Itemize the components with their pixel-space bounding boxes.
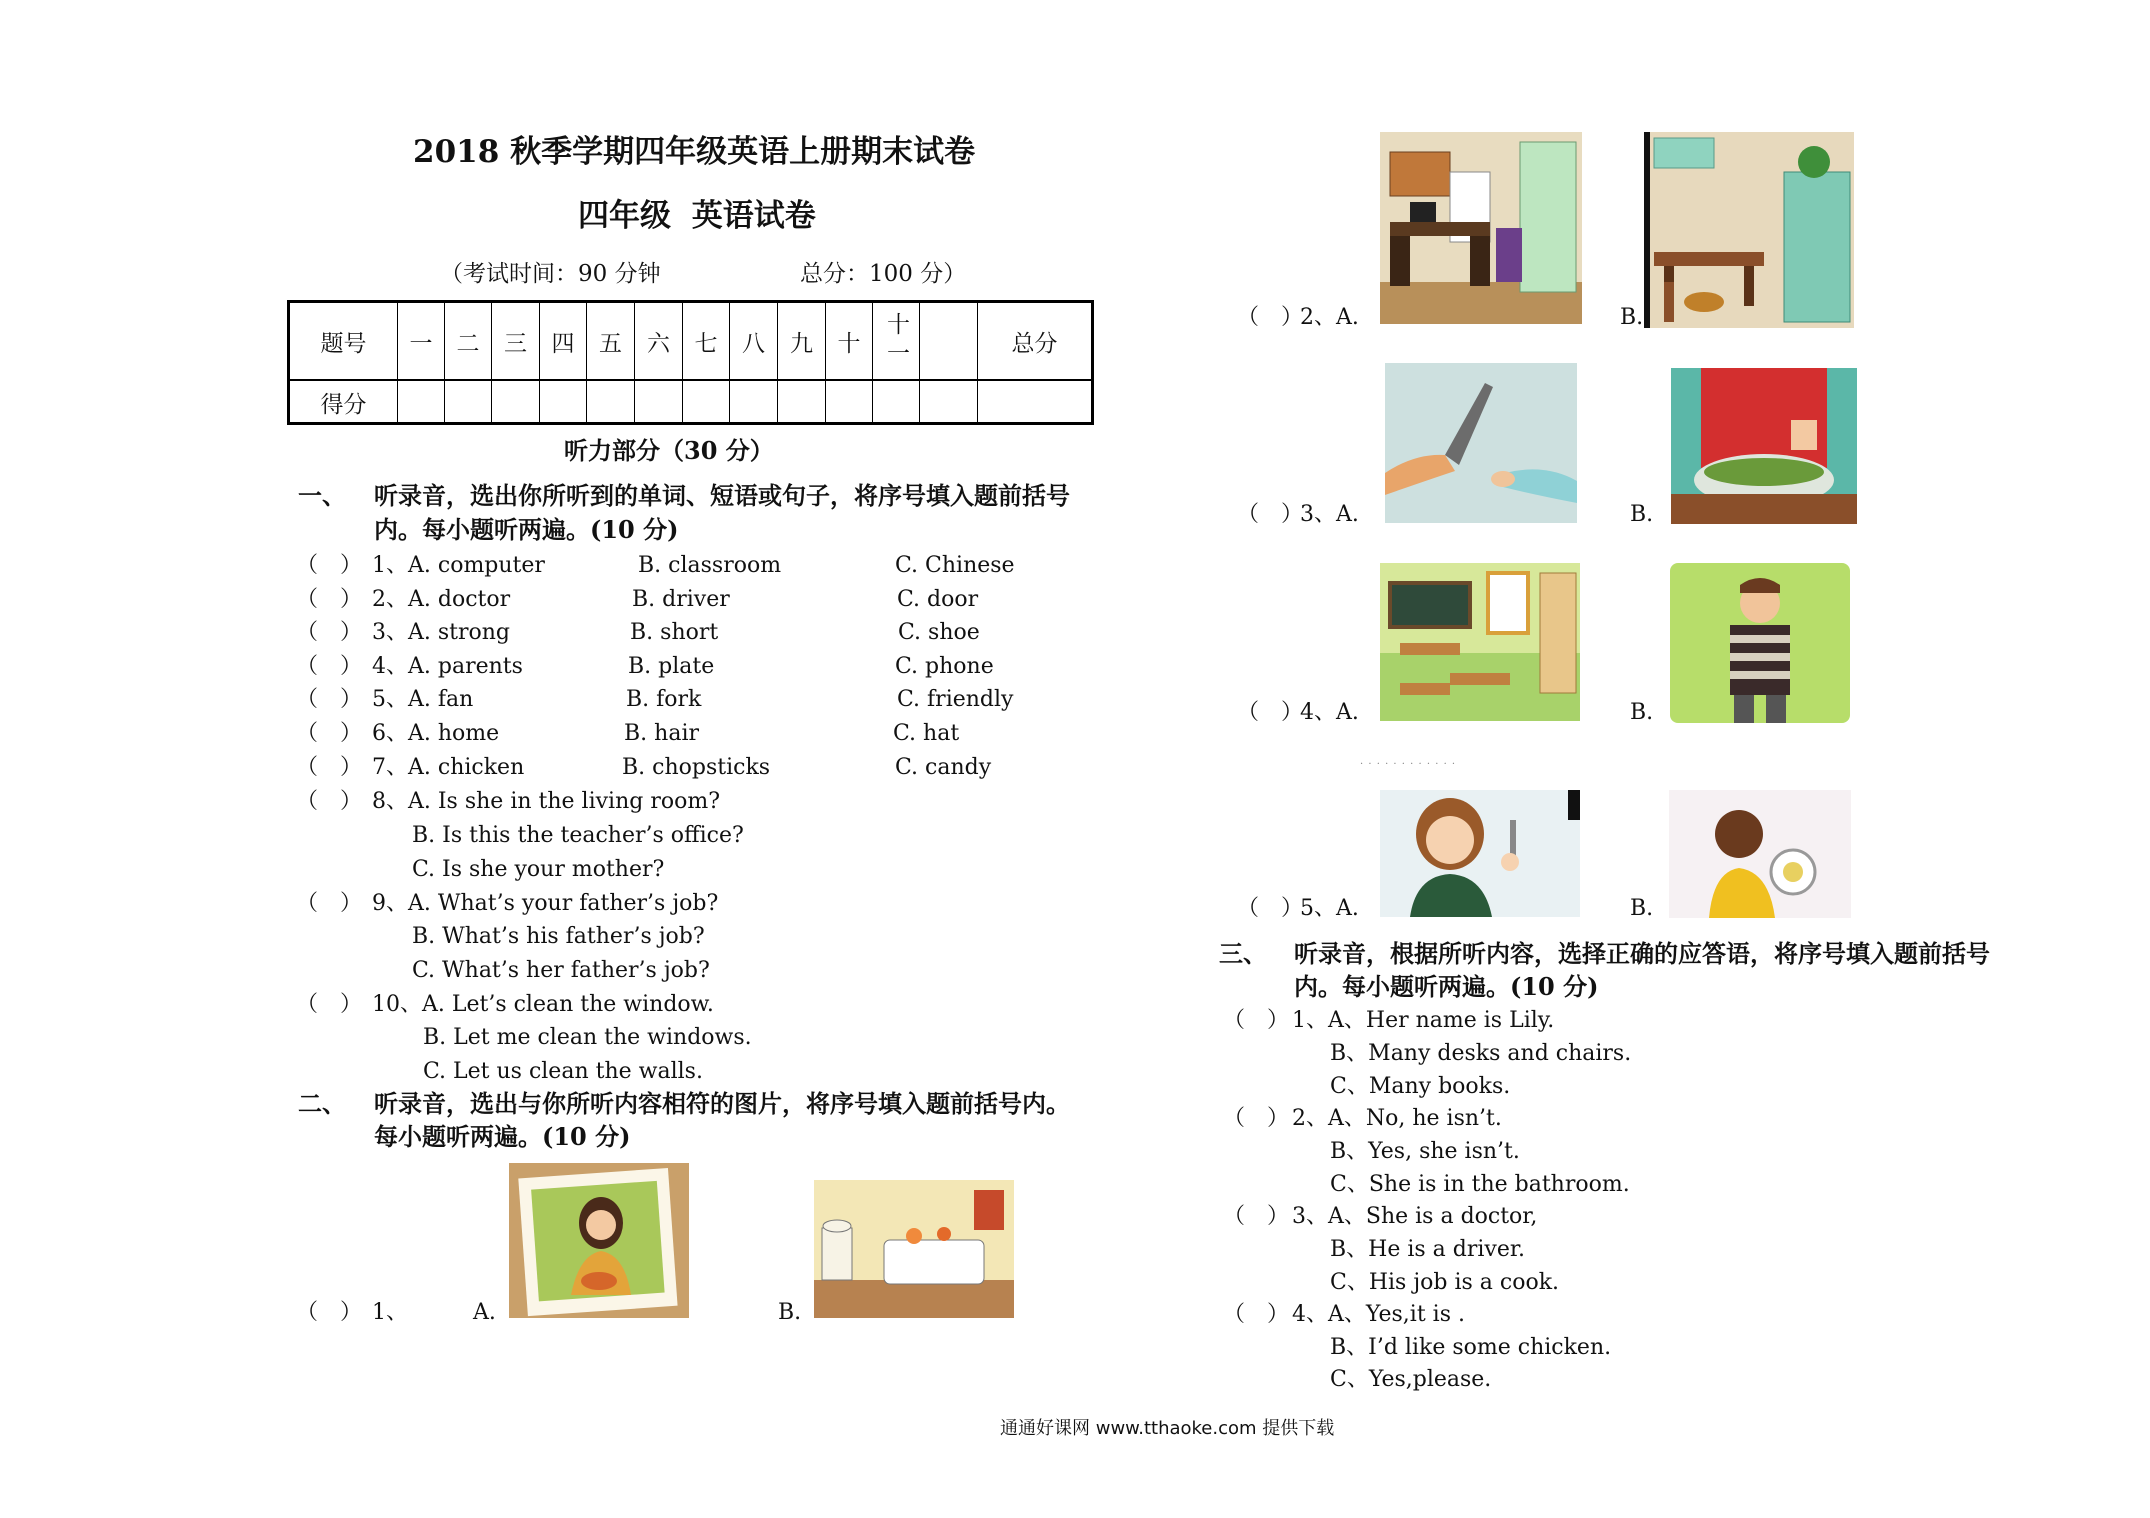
answer-bracket[interactable]: （ ） [1237, 502, 1304, 527]
boy-plate-illustration [1669, 790, 1851, 918]
answer-bracket[interactable]: （ ） [296, 654, 363, 679]
score-cell-6[interactable] [635, 379, 683, 425]
s3-q3-option-c: C、His job is a cook. [1330, 1270, 1560, 1295]
table-col-12 [920, 303, 978, 379]
s3-q1-option-c: C、Many books. [1330, 1074, 1511, 1099]
total-score: 总分：100 分） [800, 261, 967, 287]
picture-classroom[interactable] [1380, 563, 1580, 721]
exam-subtitle: 四年级 英语试卷 [578, 198, 816, 234]
q7-option-a: 7、A. chicken [372, 755, 525, 780]
score-cell-11[interactable] [873, 379, 920, 425]
q7-option-c: C. candy [895, 755, 992, 780]
s2-q2-label-b: B. [1620, 305, 1644, 330]
answer-bracket[interactable]: （ ） [1223, 1008, 1290, 1033]
section3-number: 三、 [1219, 939, 1267, 968]
q9-option-b: B. What’s his father’s job? [412, 924, 705, 949]
score-table [287, 300, 1094, 425]
answer-bracket[interactable]: （ ） [296, 992, 363, 1017]
s3-q2-option-c: C、She is in the bathroom. [1330, 1172, 1630, 1197]
q3-option-b: B. short [630, 620, 719, 645]
q6-option-a: 6、A. home [372, 721, 500, 746]
picture-boy-plate[interactable] [1669, 790, 1851, 918]
section1-number: 一、 [298, 481, 346, 510]
q7-option-b: B. chopsticks [622, 755, 771, 780]
footer-source: 通通好课网 www.tthaoke.com 提供下载 [1000, 1418, 1335, 1439]
table-col-10: 十 [826, 303, 873, 379]
section2-number: 二、 [298, 1089, 346, 1118]
q10-option-c: C. Let us clean the walls. [423, 1059, 703, 1084]
q3-option-a: 3、A. strong [372, 620, 511, 645]
s3-q1-option-a: 1、A、Her name is Lily. [1292, 1008, 1555, 1033]
section2-instruction-2: 每小题听两遍。(10 分) [374, 1122, 631, 1151]
answer-bracket[interactable]: （ ） [1223, 1106, 1290, 1131]
exam-title: 2018 秋季学期四年级英语上册期末试卷 [413, 134, 976, 170]
table-col-9: 九 [778, 303, 826, 379]
picture-woman-photo[interactable] [509, 1163, 689, 1318]
score-cell-4[interactable] [540, 379, 587, 425]
answer-bracket[interactable]: （ ） [1237, 305, 1304, 330]
answer-bracket[interactable]: （ ） [1223, 1302, 1290, 1327]
q1-option-a: 1、A. computer [372, 553, 545, 578]
s3-q4-option-c: C、Yes,please. [1330, 1367, 1492, 1392]
q2-option-b: B. driver [632, 587, 730, 612]
score-cell-12[interactable] [920, 379, 978, 425]
picture-girl-fork[interactable] [1380, 790, 1580, 917]
section1-instruction-1: 听录音，选出你所听到的单词、短语或句子，将序号填入题前括号 [374, 481, 1070, 510]
q9-option-a: 9、A. What’s your father’s job? [372, 891, 719, 916]
q10-option-a: 10、A. Let’s clean the window. [372, 992, 714, 1017]
s3-q3-option-a: 3、A、She is a doctor, [1292, 1204, 1538, 1229]
s3-q1-option-b: B、Many desks and chairs. [1330, 1041, 1632, 1066]
q2-option-c: C. door [897, 587, 979, 612]
study-room-illustration [1380, 132, 1582, 324]
picture-study-room[interactable] [1380, 132, 1582, 324]
salad-illustration [1671, 368, 1857, 524]
answer-bracket[interactable]: （ ） [296, 587, 363, 612]
table-col-6: 六 [635, 303, 683, 379]
s3-q3-option-b: B、He is a driver. [1330, 1237, 1525, 1262]
table-col-5: 五 [587, 303, 635, 379]
q8-option-c: C. Is she your mother? [412, 857, 665, 882]
q4-option-c: C. phone [895, 654, 994, 679]
picture-bathroom[interactable] [814, 1180, 1014, 1318]
q8-option-b: B. Is this the teacher’s office? [412, 823, 744, 848]
q5-option-b: B. fork [626, 687, 702, 712]
answer-bracket[interactable]: （ ） [296, 891, 363, 916]
classroom-illustration [1380, 563, 1580, 721]
q4-option-b: B. plate [628, 654, 715, 679]
score-cell-total[interactable] [978, 379, 1091, 425]
s2-q1-number: 1、 [372, 1300, 408, 1325]
section3-instruction-1: 听录音，根据所听内容，选择正确的应答语，将序号填入题前括号 [1294, 939, 1990, 968]
answer-bracket[interactable]: （ ） [296, 1300, 363, 1325]
table-col-2: 二 [445, 303, 492, 379]
answer-bracket[interactable]: （ ） [1237, 896, 1304, 921]
picture-boy-sweater[interactable] [1670, 563, 1850, 723]
table-row2-label: 得分 [290, 379, 398, 425]
s2-q1-label-b: B. [778, 1300, 802, 1325]
girl-fork-illustration [1380, 790, 1580, 917]
q4-option-a: 4、A. parents [372, 654, 523, 679]
dotted-separator: · · · · · · · · · · · · [1360, 759, 1457, 770]
table-col-total: 总分 [1011, 330, 1058, 357]
exam-time: （考试时间：90 分钟 [440, 261, 661, 287]
answer-bracket[interactable]: （ ） [296, 553, 363, 578]
q5-option-a: 5、A. fan [372, 687, 474, 712]
score-cell-9[interactable] [778, 379, 826, 425]
s2-q4-label-b: B. [1630, 700, 1654, 725]
section1-instruction-2: 内。每小题听两遍。(10 分) [374, 515, 679, 544]
table-col-11-text: 十一 [883, 312, 909, 370]
woman-photo-illustration [509, 1163, 689, 1318]
answer-bracket[interactable]: （ ） [296, 755, 363, 780]
s2-q3-label-b: B. [1630, 502, 1654, 527]
score-cell-7[interactable] [683, 379, 730, 425]
s2-q5-label-b: B. [1630, 896, 1654, 921]
table-col-4: 四 [540, 303, 587, 379]
score-cell-3[interactable] [492, 379, 540, 425]
table-col-7: 七 [683, 303, 730, 379]
answer-bracket[interactable]: （ ） [296, 789, 363, 814]
table-col-11 [873, 303, 920, 379]
knife-hands-illustration [1385, 363, 1577, 523]
listening-part-title: 听力部分（30 分） [564, 436, 774, 465]
q9-option-c: C. What’s her father’s job? [412, 958, 710, 983]
answer-bracket[interactable]: （ ） [296, 687, 363, 712]
table-row1-label: 题号 [290, 303, 398, 379]
answer-bracket[interactable]: （ ） [296, 721, 363, 746]
table-col-8: 八 [730, 303, 778, 379]
q2-option-a: 2、A. doctor [372, 587, 511, 612]
s2-q5-label-a: 5、A. [1300, 896, 1359, 921]
s2-q2-label-a: 2、A. [1300, 305, 1359, 330]
score-cell-1[interactable] [398, 379, 445, 425]
score-cell-10[interactable] [826, 379, 873, 425]
answer-bracket[interactable]: （ ） [1237, 700, 1304, 725]
q6-option-b: B. hair [624, 721, 699, 746]
score-cell-5[interactable] [587, 379, 635, 425]
q3-option-c: C. shoe [898, 620, 980, 645]
answer-bracket[interactable]: （ ） [1223, 1204, 1290, 1229]
table-col-3: 三 [492, 303, 540, 379]
answer-bracket[interactable]: （ ） [296, 620, 363, 645]
s3-q2-option-a: 2、A、No, he isn’t. [1292, 1106, 1502, 1131]
s2-q4-label-a: 4、A. [1300, 700, 1359, 725]
boy-sweater-illustration [1670, 563, 1850, 723]
s3-q4-option-a: 4、A、Yes,it is . [1292, 1302, 1465, 1327]
s3-q4-option-b: B、I’d like some chicken. [1330, 1335, 1612, 1360]
q10-option-b: B. Let me clean the windows. [423, 1025, 752, 1050]
picture-salad[interactable] [1671, 368, 1857, 524]
kitchen-illustration [1644, 132, 1854, 328]
picture-kitchen[interactable] [1644, 132, 1854, 328]
q8-option-a: 8、A. Is she in the living room? [372, 789, 720, 814]
section2-instruction-1: 听录音，选出与你所听内容相符的图片，将序号填入题前括号内。 [374, 1089, 1070, 1118]
q1-option-c: C. Chinese [895, 553, 1015, 578]
q5-option-c: C. friendly [897, 687, 1014, 712]
bathroom-illustration [814, 1180, 1014, 1318]
score-cell-2[interactable] [445, 379, 492, 425]
q1-option-b: B. classroom [638, 553, 782, 578]
s3-q2-option-b: B、Yes, she isn’t. [1330, 1139, 1520, 1164]
s2-q1-label-a: A. [473, 1300, 496, 1325]
picture-knife-hands[interactable] [1385, 363, 1577, 523]
q6-option-c: C. hat [893, 721, 960, 746]
score-cell-8[interactable] [730, 379, 778, 425]
table-col-1: 一 [398, 303, 445, 379]
section3-instruction-2: 内。每小题听两遍。(10 分) [1294, 972, 1599, 1001]
s2-q3-label-a: 3、A. [1300, 502, 1359, 527]
